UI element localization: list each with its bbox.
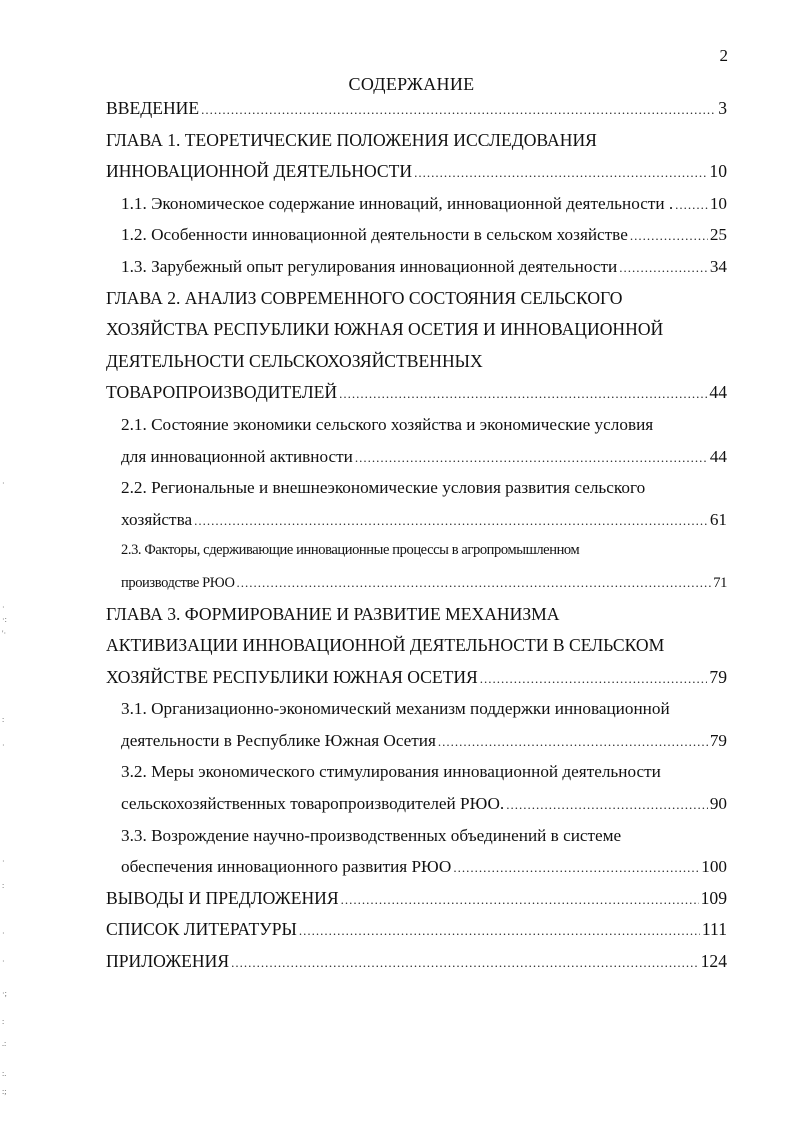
toc-page-number: 25 (709, 225, 727, 245)
toc-page-number: 10 (709, 193, 727, 213)
toc-page-number: 10 (709, 161, 727, 182)
dot-leader (201, 94, 716, 126)
toc-page-number: 111 (701, 919, 727, 940)
toc-page-number: 79 (709, 730, 727, 750)
toc-entry-text: деятельности в Республике Южная Осетия (121, 730, 436, 750)
dot-leader (355, 442, 708, 474)
dot-leader (414, 157, 707, 189)
toc-entry (106, 693, 727, 756)
dot-leader (341, 884, 699, 916)
toc-line (106, 725, 727, 757)
dot-leader (438, 726, 708, 758)
toc-line (106, 820, 727, 852)
toc-entry (106, 251, 727, 283)
toc-line (106, 346, 727, 378)
toc-entry-text: 3.3. Возрождение научно-производственных объединений в системе (121, 825, 622, 845)
toc-line (106, 472, 727, 504)
toc-entry-text: ТОВАРОПРОИЗВОДИТЕЛЕЙ (106, 382, 338, 403)
dot-leader (506, 789, 708, 821)
toc-entry-text: 3.2. Меры экономического стимулирования инновационной деятельности (121, 762, 661, 782)
toc-page-number: 3 (718, 98, 727, 118)
toc-entry-text: ГЛАВА 3. ФОРМИРОВАНИЕ И РАЗВИТИЕ МЕХАНИЗМА (106, 603, 560, 624)
toc-line (106, 756, 727, 788)
scan-margin-marks: · · ·: '· : · · : · · ·; : .: :. :; (2, 479, 7, 1096)
toc-page-number: 44 (709, 382, 727, 403)
dot-leader (453, 852, 699, 884)
toc-entry-text: СПИСОК ЛИТЕРАТУРЫ (106, 919, 297, 940)
toc-page-number: 34 (709, 256, 727, 276)
toc-line (106, 504, 727, 536)
toc-entry (106, 535, 727, 598)
toc-line (106, 567, 727, 599)
toc-line (106, 314, 727, 346)
toc-entry-text: 2.3. Факторы, сдерживающие инновационные процессы в агропромышленном (121, 542, 580, 559)
toc-entry-text: ПРИЛОЖЕНИЯ (106, 951, 230, 972)
toc-entry-text: ГЛАВА 2. АНАЛИЗ СОВРЕМЕННОГО СОСТОЯНИЯ СЕЛЬСКОГО (106, 287, 623, 308)
dot-leader (675, 189, 708, 221)
toc-line (106, 93, 727, 125)
toc-entry-text: ВЫВОДЫ И ПРЕДЛОЖЕНИЯ (106, 887, 339, 908)
toc-entry (106, 93, 727, 125)
toc-entry-text: ГЛАВА 1. ТЕОРЕТИЧЕСКИЕ ПОЛОЖЕНИЯ ИССЛЕДОВАНИЯ (106, 129, 597, 150)
toc-line (106, 883, 727, 915)
dot-leader (630, 220, 708, 252)
toc-entry-text: ИННОВАЦИОННОЙ ДЕЯТЕЛЬНОСТИ (106, 161, 413, 182)
toc-entry-text: ДЕЯТЕЛЬНОСТИ СЕЛЬСКОХОЗЯЙСТВЕННЫХ (106, 350, 483, 371)
toc-line (106, 377, 727, 409)
table-of-contents (106, 93, 727, 978)
toc-page-number: 79 (709, 666, 727, 687)
toc-entry (106, 125, 727, 188)
toc-entry-text: ХОЗЯЙСТВА РЕСПУБЛИКИ ЮЖНАЯ ОСЕТИЯ И ИННОВАЦИОННОЙ (106, 319, 664, 340)
dot-leader (339, 378, 707, 410)
toc-line (106, 662, 727, 694)
toc-entry (106, 599, 727, 694)
toc-line (106, 535, 727, 567)
toc-entry-text: сельскохозяйственных товаропроизводителей РЮО. (121, 794, 505, 814)
toc-page-number: 61 (709, 509, 727, 529)
toc-page-number: 71 (713, 574, 727, 591)
toc-entry (106, 914, 727, 946)
toc-line (106, 283, 727, 315)
toc-entry-text: 1.1. Экономическое содержание инноваций, инновационной деятельности . (121, 193, 674, 213)
toc-line (106, 946, 727, 978)
toc-line (106, 125, 727, 157)
toc-entry-text: обеспечения инновационного развития РЮО (121, 857, 452, 877)
toc-entry (106, 409, 727, 472)
dot-leader (194, 505, 708, 537)
toc-line (106, 914, 727, 946)
toc-entry (106, 283, 727, 409)
toc-page-number: 44 (709, 446, 727, 466)
toc-entry-text: производстве РЮО (121, 574, 235, 591)
toc-entry (106, 820, 727, 883)
toc-entry (106, 883, 727, 915)
toc-line (106, 188, 727, 220)
toc-entry-text: хозяйства (121, 509, 193, 529)
toc-entry (106, 219, 727, 251)
dot-leader (619, 252, 708, 284)
toc-entry (106, 188, 727, 220)
toc-page-number: 90 (709, 794, 727, 814)
toc-line (106, 693, 727, 725)
toc-line (106, 251, 727, 283)
toc-line (106, 630, 727, 662)
toc-page-number: 100 (701, 857, 727, 877)
toc-line (106, 788, 727, 820)
toc-entry (106, 756, 727, 819)
dot-leader (299, 915, 700, 947)
toc-line (106, 156, 727, 188)
toc-line (106, 441, 727, 473)
toc-entry (106, 472, 727, 535)
toc-line (106, 219, 727, 251)
toc-page-number: 124 (700, 951, 727, 972)
toc-entry-text: 1.3. Зарубежный опыт регулирования инновационной деятельности (121, 256, 618, 276)
dot-leader (480, 663, 708, 695)
dot-leader (231, 947, 699, 979)
toc-line (106, 851, 727, 883)
toc-page-number: 109 (700, 887, 727, 908)
toc-entry-text: 1.2. Особенности инновационной деятельности в сельском хозяйстве (121, 225, 628, 245)
toc-line (106, 409, 727, 441)
toc-line (106, 599, 727, 631)
toc-entry-text: ХОЗЯЙСТВЕ РЕСПУБЛИКИ ЮЖНАЯ ОСЕТИЯ (106, 666, 478, 687)
toc-entry-text: 3.1. Организационно-экономический механизм поддержки инновационной (121, 699, 670, 719)
page-title: СОДЕРЖАНИЕ (348, 74, 475, 94)
toc-entry-text: АКТИВИЗАЦИИ ИННОВАЦИОННОЙ ДЕЯТЕЛЬНОСТИ В СЕЛЬСКОМ (106, 635, 665, 656)
toc-entry (106, 946, 727, 978)
dot-leader (237, 567, 712, 599)
toc-entry-text: для инновационной активности (121, 446, 353, 466)
toc-entry-text: 2.2. Региональные и внешнеэкономические условия развития сельского (121, 478, 646, 498)
page-number: 2 (719, 46, 728, 65)
toc-entry-text: ВВЕДЕНИЕ (106, 98, 200, 118)
toc-entry-text: 2.1. Состояние экономики сельского хозяйства и экономические условия (121, 414, 654, 434)
